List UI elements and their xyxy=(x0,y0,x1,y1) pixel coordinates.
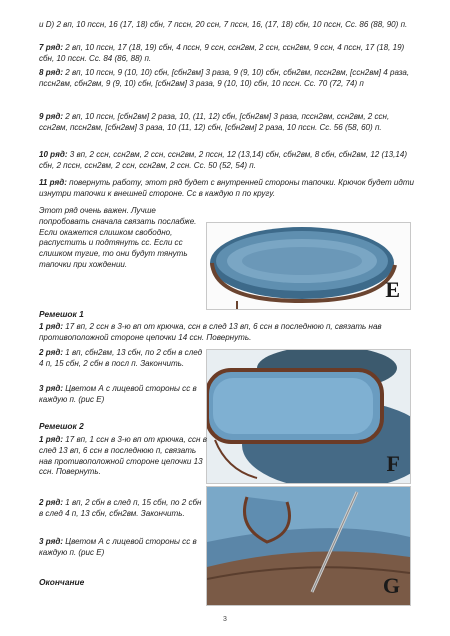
row-11-text: повернуть работу, этот ряд будет с внутренней стороны тапочки. Крючок будет идти изнутри тапочки к внешней стороне. Сс в каждую п по кругу. xyxy=(39,178,415,198)
strap-2-row-3-text: Цветом А с лицевой стороны сс в каждую п. (рис Е) xyxy=(39,537,197,557)
strap-1-title: Ремешок 1 xyxy=(39,309,84,319)
paragraph-row-11 xyxy=(39,178,419,200)
row-7-label: 7 ряд: xyxy=(39,43,64,52)
photo-e-letter: E xyxy=(385,277,400,302)
paragraph-strap-1-row-3 xyxy=(39,384,207,406)
paragraph-strap-2-row-2 xyxy=(39,498,207,520)
strap-1-row-3-label: 3 ряд: xyxy=(39,384,64,393)
paragraph-row-8 xyxy=(39,68,419,90)
row-10-text: 3 вп, 2 ссн, ссн2вм, 2 ссн, ссн2вм, 2 пссн, 12 (13,14) сбн, сбн2вм, 8 сбн, сбн2вм, 12 (13,14) сбн, 2 пссн, ссн2вм, 2 ссн, ссн2вм, 2 ссн. Сс. 50 (52, 54) п. xyxy=(39,150,408,170)
ending-title: Окончание xyxy=(39,577,85,587)
paragraph-strap-1-row-1 xyxy=(39,322,419,344)
note-text: Этот ряд очень важен. Лучше попробовать сначала связать послабже. Если окажется слишком свободно, распустить и подтянуть сс. Если сс слишком тугие, то они будут тянуть тапочки при хождении. xyxy=(39,206,197,269)
photo-e-drawing xyxy=(207,223,410,309)
page-number: 3 xyxy=(223,616,227,623)
paragraph-row-9 xyxy=(39,112,419,134)
strap-1-row-2-label: 2 ряд: xyxy=(39,348,64,357)
row-11-label: 11 ряд: xyxy=(39,178,67,187)
photo-g xyxy=(206,486,411,606)
photo-e xyxy=(206,222,411,310)
intro-text: и D) 2 вп, 10 пссн, 16 (17, 18) сбн, 7 пссн, 20 ссн, 7 пссн, 16, (17, 18) сбн, 10 пссн, Сс. 86 (88, 90) п. xyxy=(39,20,408,29)
strap-2-row-1-label: 1 ряд: xyxy=(39,435,64,444)
row-8-label: 8 ряд: xyxy=(39,68,64,77)
row-7-text: 2 вп, 10 пссн, 17 (18, 19) сбн, 4 пссн, 9 ссн, ссн2вм, 2 ссн, ссн2вм, 9 ссн, 4 пссн, 17 (18, 19) сбн, 10 пссн. Сс. 84 (86, 88) п. xyxy=(39,43,405,63)
strap-2-row-1-text: 17 вп, 1 ссн в 3-ю вп от крючка, ссн в след 13 вп, 6 ссн в последнюю п, связать нав противоположной стороне цепочки 13 ссн. Повернуть. xyxy=(39,435,207,477)
photo-f-letter: F xyxy=(386,451,400,476)
paragraph-strap-2-row-1 xyxy=(39,435,207,478)
photo-f-drawing xyxy=(207,350,410,483)
paragraph-note xyxy=(39,206,207,271)
strap-1-row-3-text: Цветом А с лицевой стороны сс в каждую п. (рис Е) xyxy=(39,384,197,404)
photo-g-drawing xyxy=(207,487,410,605)
strap-2-title: Ремешок 2 xyxy=(39,421,84,431)
row-9-label: 9 ряд: xyxy=(39,112,64,121)
paragraph-row-10 xyxy=(39,150,419,172)
paragraph-row-7 xyxy=(39,43,419,65)
strap-2-row-2-text: 1 вп, 2 сбн в след п, 15 сбн, по 2 сбн в след 4 п, 13 сбн, сбн2вм. Закончить. xyxy=(39,498,202,518)
strap-1-row-1-label: 1 ряд: xyxy=(39,322,64,331)
row-10-label: 10 ряд: xyxy=(39,150,68,159)
strap-2-row-2-label: 2 ряд: xyxy=(39,498,64,507)
row-8-text: 2 вп, 10 пссн, 9 (10, 10) сбн, [сбн2вм] 3 раза, 9 (9, 10) сбн, сбн2вм, пссн2вм, [ссн2вм] 4 раза, пссн2вм, сбн2вм, 9 (9, 10) сбн, [сбн2вм] 3 раза, 9 (10, 10) сбн, 10 пссн. Сс. 70 (72, 74) п xyxy=(39,68,410,88)
photo-f xyxy=(206,349,411,484)
paragraph-strap-1-row-2 xyxy=(39,348,207,370)
row-9-text: 2 вп, 10 пссн, [сбн2вм] 2 раза, 10, (11, 12) сбн, [сбн2вм] 3 раза, пссн2вм, ссн2вм, 2 ссн, ссн2вм, пссн2вм, [сбн2вм] 3 раза, 10 (11, 12) сбн, [сбн2вм] 2 раза, 10 пссн. Сс. 56 (58, 60) п. xyxy=(39,112,390,132)
strap-2-row-3-label: 3 ряд: xyxy=(39,537,64,546)
paragraph-strap-2-row-3 xyxy=(39,537,207,559)
strap-1-row-2-text: 1 вп, сбн2вм, 13 сбн, по 2 сбн в след 4 п, 15 сбн, 2 сбн в посл п. Закончить. xyxy=(39,348,203,368)
strap-1-row-1-text: 17 вп, 2 ссн в 3-ю вп от крючка, ссн в след 13 вп, 6 ссн в последнюю п, связать нав противоположной стороне цепочки 14 ссн. Повернуть. xyxy=(39,322,382,342)
paragraph-intro xyxy=(39,20,419,31)
photo-g-letter: G xyxy=(382,573,400,598)
